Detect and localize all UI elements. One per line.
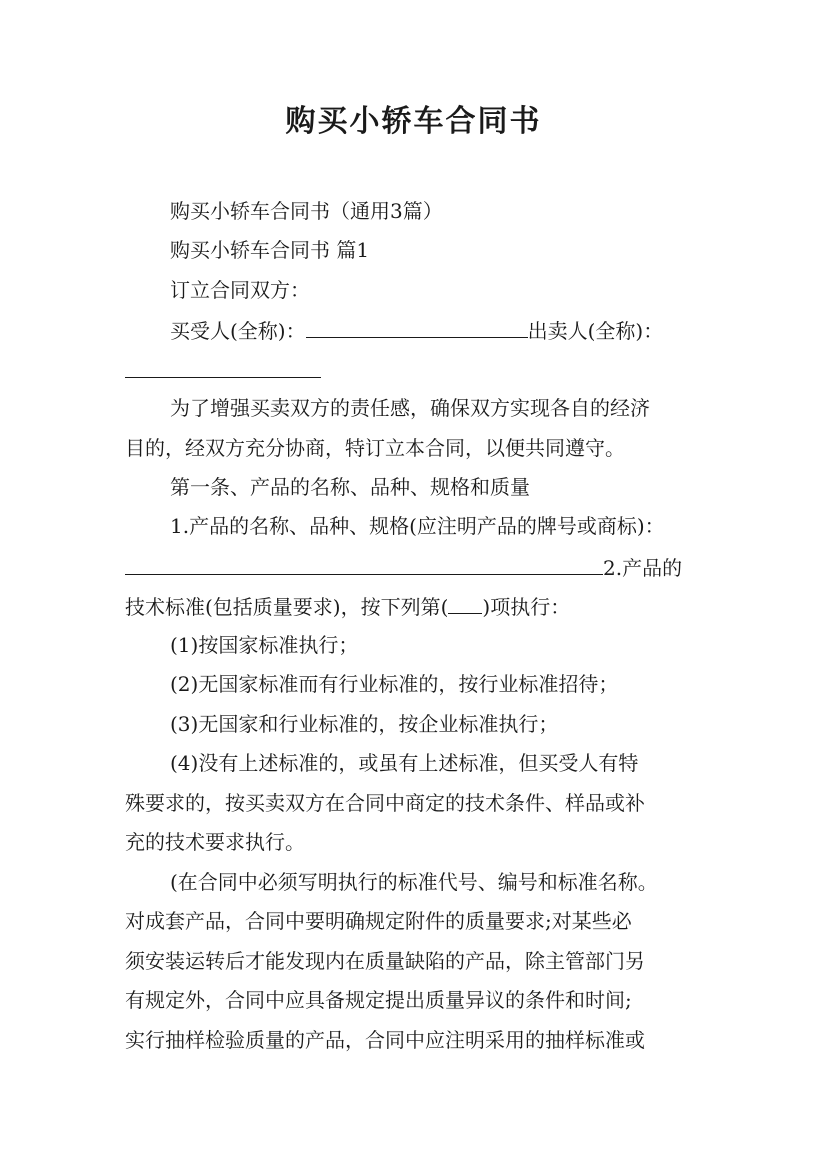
paragraph-text: )项执行： — [482, 595, 571, 619]
list-item: (4)没有上述标准的，或虽有上述标准，但买受人有特 — [170, 751, 639, 775]
product-blank-line — [125, 552, 682, 582]
paragraph-line: 实行抽样检验质量的产品，合同中应注明采用的抽样标准或 — [125, 1028, 645, 1052]
buyer-blank — [306, 315, 528, 338]
buyer-seller-line — [170, 315, 663, 345]
article-heading: 第一条、产品的名称、品种、规格和质量 — [170, 475, 530, 499]
item-blank — [448, 591, 482, 614]
paragraph-line: 对成套产品，合同中要明确规定附件的质量要求;对某些必 — [125, 909, 632, 933]
list-item: (1)按国家标准执行； — [170, 633, 359, 657]
subtitle: 购买小轿车合同书（通用3篇） — [170, 199, 443, 223]
list-item: (2)无国家标准而有行业标准的，按行业标准招待； — [170, 672, 619, 696]
paragraph-text: 2.产品的 — [603, 556, 683, 580]
list-item: (3)无国家和行业标准的，按企业标准执行； — [170, 712, 559, 736]
seller-label: 出卖人(全称)： — [527, 319, 664, 343]
paragraph-line: 为了增强买卖双方的责任感，确保双方实现各自的经济 — [170, 396, 650, 420]
paragraph-line: 目的，经双方充分协商，特订立本合同，以便共同遵守。 — [125, 436, 625, 460]
paragraph-text: 技术标准(包括质量要求)，按下列第( — [125, 595, 449, 619]
paragraph-line: (在合同中必须写明执行的标准代号、编号和标准名称。 — [170, 870, 658, 894]
seller-blank-line — [125, 355, 321, 385]
buyer-label: 买受人(全称)： — [170, 319, 306, 343]
seller-blank — [125, 355, 321, 378]
paragraph-line: 有规定外，合同中应具备规定提出质量异议的条件和时间; — [125, 988, 632, 1012]
paragraph-line: 订立合同双方： — [170, 278, 310, 302]
paragraph-line: 1.产品的名称、品种、规格(应注明产品的牌号或商标)： — [170, 514, 665, 538]
section-heading: 购买小轿车合同书 篇1 — [170, 238, 370, 262]
product-blank — [125, 552, 603, 575]
standard-line — [125, 591, 570, 621]
paragraph-line: 殊要求的，按买卖双方在合同中商定的技术条件、样品或补 — [125, 791, 645, 815]
paragraph-line: 须安装运转后才能发现内在质量缺陷的产品，除主管部门另 — [125, 949, 645, 973]
paragraph-line: 充的技术要求执行。 — [125, 830, 305, 854]
document-title: 购买小轿车合同书 — [285, 104, 542, 139]
